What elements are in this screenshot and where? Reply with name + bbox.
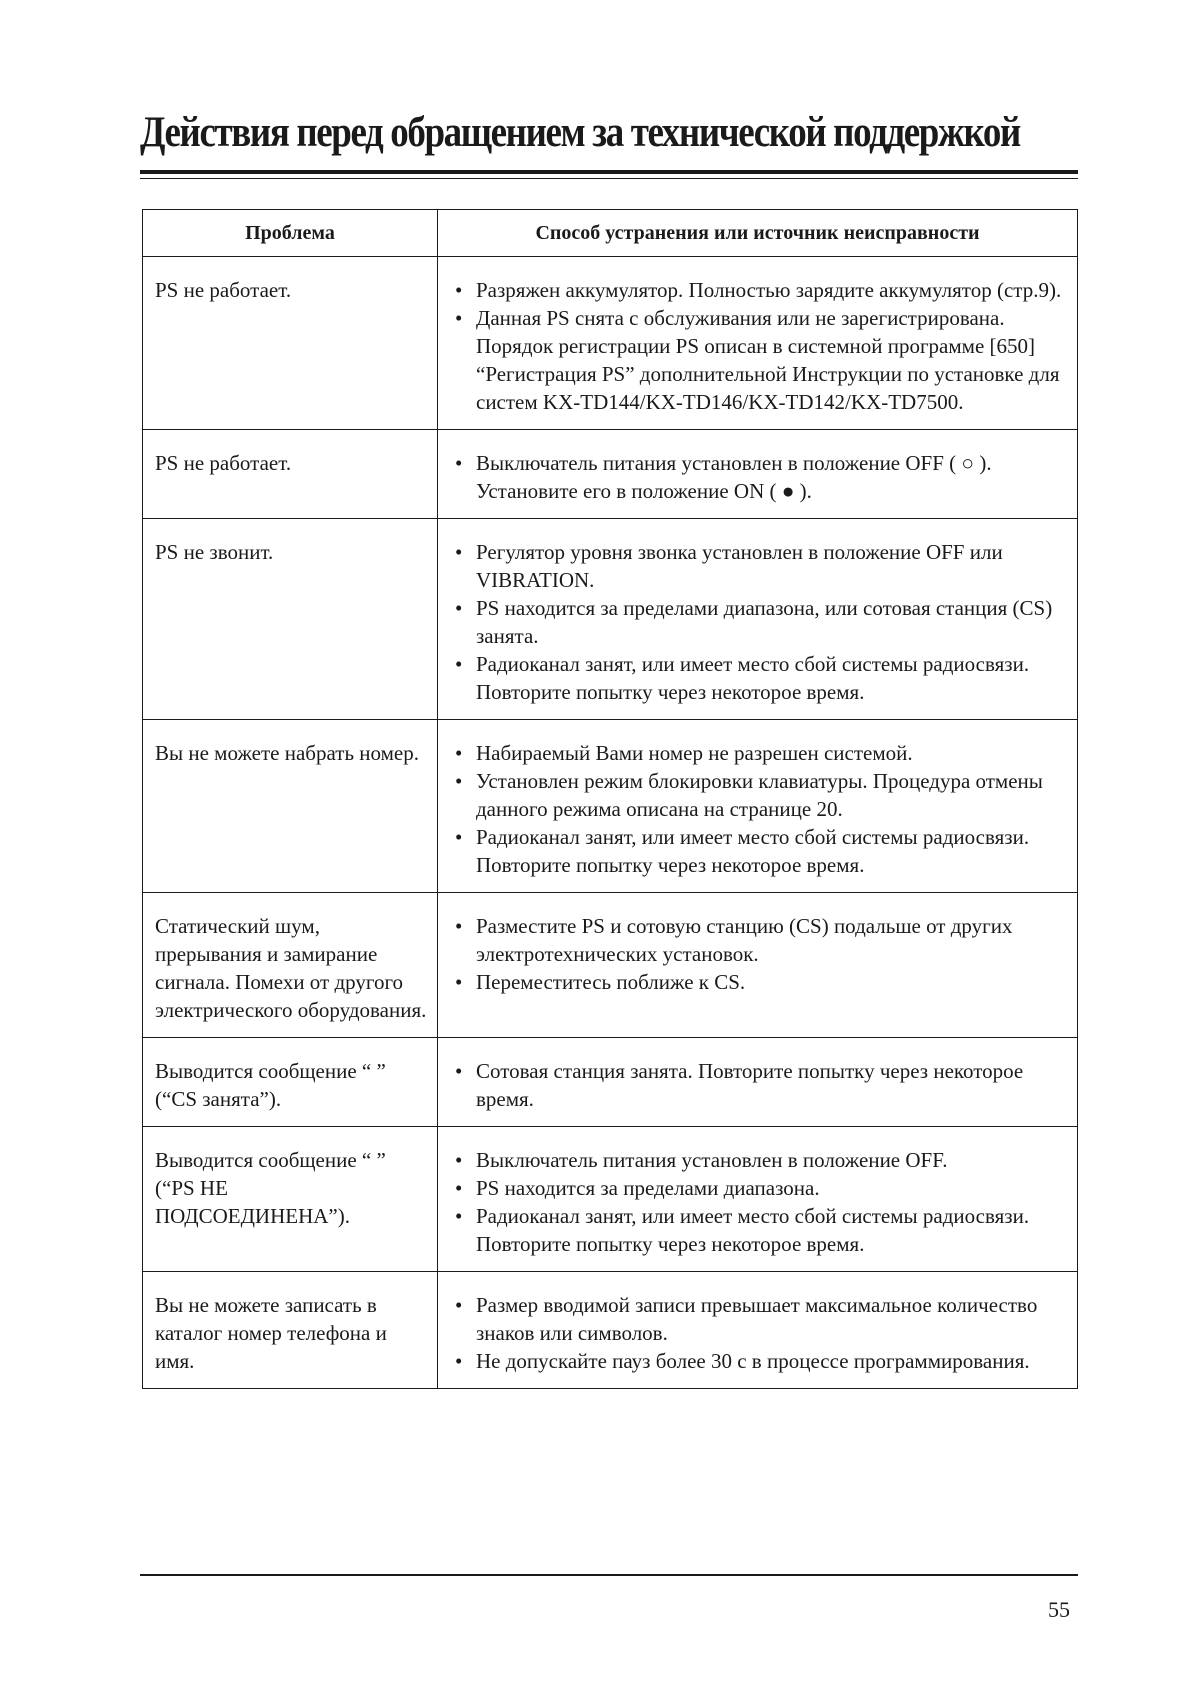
table-row (143, 519, 1078, 720)
solution-item: • PS находится за пределами диапазона. (452, 1174, 1067, 1202)
table-row (143, 430, 1078, 519)
solution-item: • Радиоканал занят, или имеет место сбой системы радиосвязи. Повторите попытку через некоторое время. (452, 1202, 1067, 1258)
problem-cell: PS не работает. (143, 430, 438, 519)
problem-cell: PS не звонит. (143, 519, 438, 720)
solution-item: • Не допускайте пауз более 30 с в процессе программирования. (452, 1347, 1067, 1375)
solution-list (452, 1146, 1067, 1258)
table-row (143, 1272, 1078, 1389)
solution-list (452, 1291, 1067, 1375)
table-header-row (143, 210, 1078, 257)
problem-cell: Вы не можете набрать номер. (143, 720, 438, 893)
solution-item: • Разместите PS и сотовую станцию (CS) подальше от других электротехнических установок. (452, 912, 1067, 968)
solution-item: • Сотовая станция занята. Повторите попытку через некоторое время. (452, 1057, 1067, 1113)
problem-cell: Статический шум, прерывания и замирание сигнала. Помехи от другого электрического оборудования. (143, 893, 438, 1038)
solution-item: • Установлен режим блокировки клавиатуры. Процедура отмены данного режима описана на странице 20. (452, 767, 1067, 823)
table-row (143, 257, 1078, 430)
solution-cell (438, 1127, 1078, 1272)
solution-item: • Регулятор уровня звонка установлен в положение OFF или VIBRATION. (452, 538, 1067, 594)
solution-item: • Разряжен аккумулятор. Полностью зарядите аккумулятор (стр.9). (452, 276, 1067, 304)
solution-cell (438, 1038, 1078, 1127)
problem-cell: Вы не можете записать в каталог номер телефона и имя. (143, 1272, 438, 1389)
bottom-rule (140, 1574, 1078, 1576)
solution-cell (438, 720, 1078, 893)
solution-cell (438, 1272, 1078, 1389)
problem-cell: PS не работает. (143, 257, 438, 430)
table-row (143, 720, 1078, 893)
solution-item: • Радиоканал занят, или имеет место сбой системы радиосвязи. Повторите попытку через некоторое время. (452, 823, 1067, 879)
solution-cell (438, 430, 1078, 519)
solution-item: • Набираемый Вами номер не разрешен системой. (452, 739, 1067, 767)
solution-list (452, 1057, 1067, 1113)
solution-list (452, 739, 1067, 879)
title-rule-thick (140, 170, 1078, 174)
page-title: Действия перед обращением за технической поддержкой (140, 109, 1020, 156)
header-problem: Проблема (143, 210, 438, 257)
table-row (143, 893, 1078, 1038)
solution-item: • Выключатель питания установлен в положение OFF. (452, 1146, 1067, 1174)
solution-list (452, 449, 1067, 505)
solution-item: • PS находится за пределами диапазона, или сотовая станция (CS) занята. (452, 594, 1067, 650)
solution-item: • Выключатель питания установлен в положение OFF ( ○ ). Установите его в положение ON ( ● ). (452, 449, 1067, 505)
page-number: 55 (1048, 1597, 1070, 1622)
solution-item: • Размер вводимой записи превышает максимальное количество знаков или символов. (452, 1291, 1067, 1347)
solution-list (452, 912, 1067, 996)
problem-cell: Выводится сообщение “ ” (“CS занята”). (143, 1038, 438, 1127)
problem-cell: Выводится сообщение “ ” (“PS НЕ ПОДСОЕДИНЕНА”). (143, 1127, 438, 1272)
solution-item: • Радиоканал занят, или имеет место сбой системы радиосвязи. Повторите попытку через некоторое время. (452, 650, 1067, 706)
solution-cell (438, 257, 1078, 430)
solution-list (452, 276, 1067, 416)
title-rule-thin (140, 178, 1078, 179)
header-solution: Способ устранения или источник неисправности (438, 210, 1078, 257)
troubleshooting-table (142, 209, 1078, 1389)
solution-item: • Переместитесь поближе к CS. (452, 968, 1067, 996)
solution-cell (438, 519, 1078, 720)
table-row (143, 1038, 1078, 1127)
solution-list (452, 538, 1067, 706)
solution-item: • Данная PS снята с обслуживания или не зарегистрирована. Порядок регистрации PS описан в системной программе [650] “Регистрация PS” дополнительной Инструкции по установке для систем KX-TD144/KX-TD146/KX-TD142/KX-TD7500. (452, 304, 1067, 416)
solution-cell (438, 893, 1078, 1038)
table-row (143, 1127, 1078, 1272)
